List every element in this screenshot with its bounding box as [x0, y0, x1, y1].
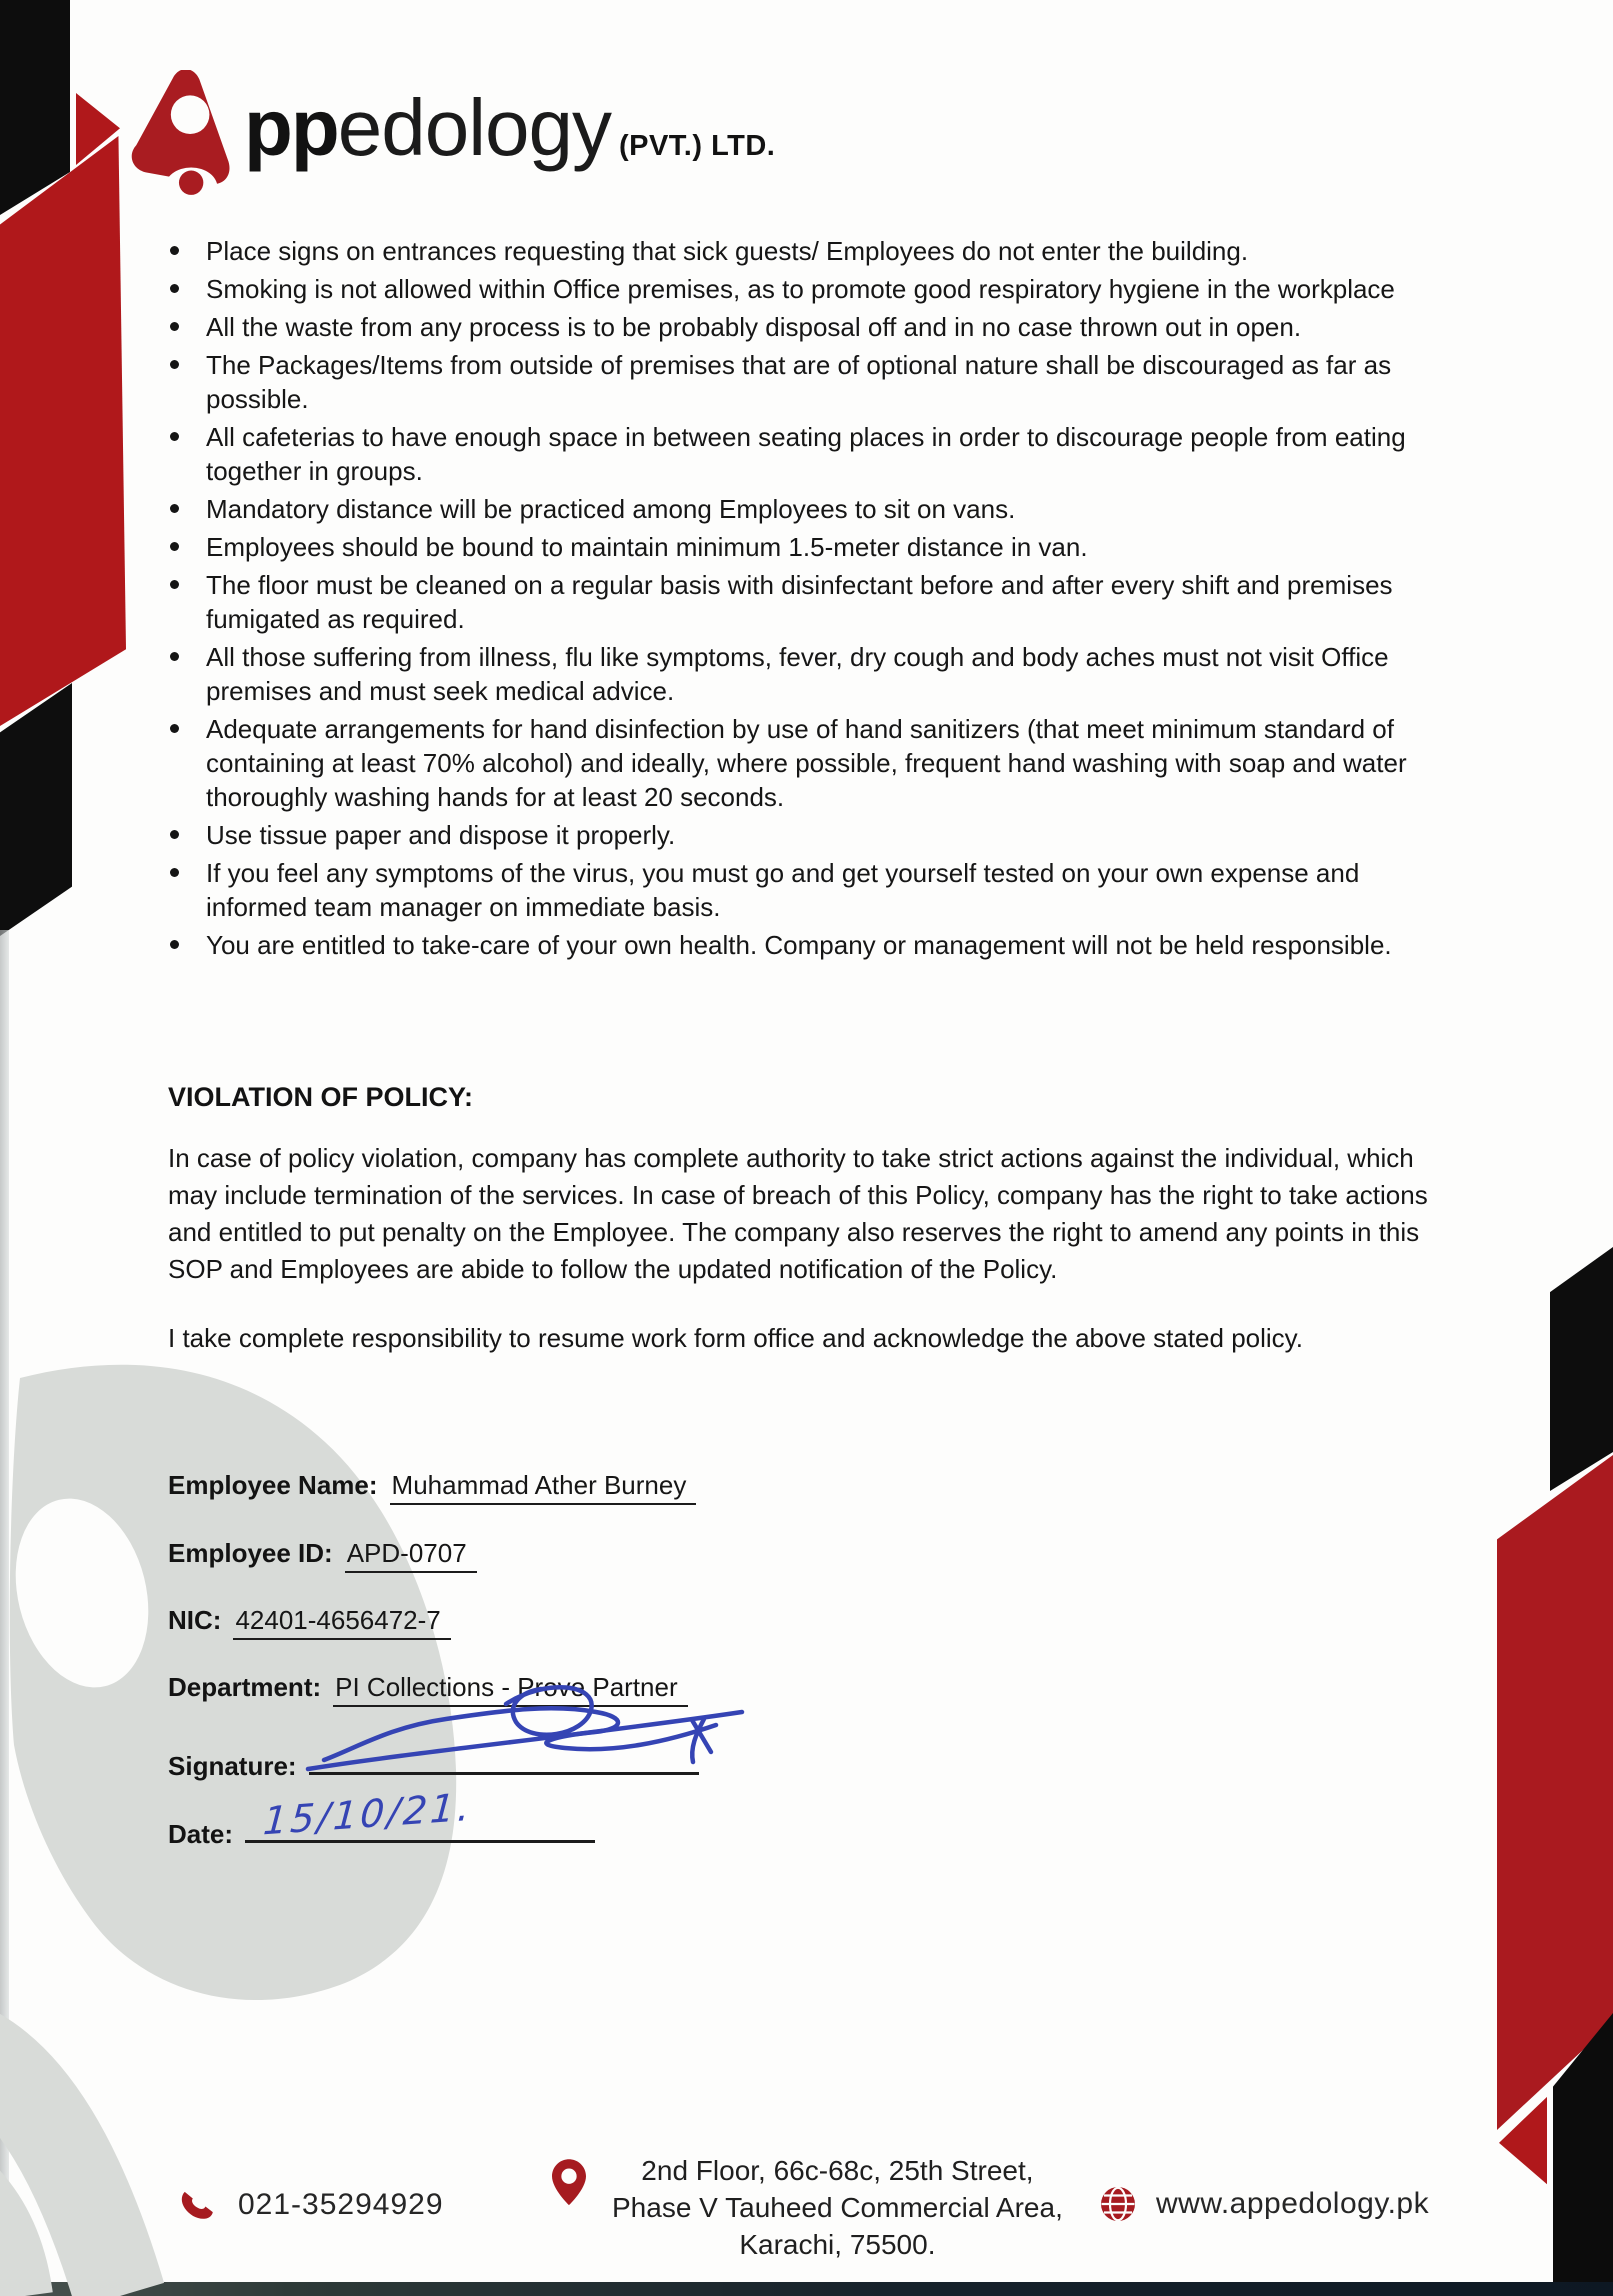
policy-bullet: Place signs on entrances requesting that sick guests/ Employees do not enter the building.: [168, 234, 1460, 268]
violation-heading: VIOLATION OF POLICY:: [168, 1082, 473, 1112]
date-line: [245, 1784, 595, 1844]
signature-ink: [294, 1672, 764, 1782]
employee-id-label: Employee ID:: [168, 1538, 333, 1568]
department-label: Department:: [168, 1672, 322, 1702]
address-line-2: Phase V Tauheed Commercial Area,: [612, 2192, 1063, 2223]
violation-body: In case of policy violation, company has complete authority to take strict actions against the individual, which may include termination of the services. In case of breach of this Policy, company has the right to take actions and entitled to put penalty on the Employee. The company also reserves the right to amend any points in this SOP and Employees are abide to follow the updated notification of the Policy.: [168, 1143, 1428, 1284]
policy-bullet-list: [168, 234, 1460, 966]
nic-label: NIC:: [168, 1605, 222, 1635]
policy-bullet: All the waste from any process is to be probably disposal off and in no case thrown out in open.: [168, 310, 1460, 344]
policy-bullet: Use tissue paper and dispose it properly.: [168, 818, 1460, 852]
date-handwritten-value: 15/10/21.: [261, 1784, 475, 1844]
left-red-band: [0, 136, 126, 726]
signature-line: [309, 1740, 699, 1775]
policy-bullet: The Packages/Items from outside of premises that are of optional nature shall be discouraged as far as possible.: [168, 348, 1460, 416]
footer-phone: [178, 2186, 444, 2224]
appedology-logo-mark-icon: [130, 70, 232, 202]
employee-name-value: Muhammad Ather Burney: [390, 1470, 697, 1505]
phone-icon: [178, 2186, 216, 2224]
logo-suffix: (PVT.) LTD.: [618, 130, 776, 162]
right-black-parallelogram: [1550, 1247, 1613, 1491]
globe-icon: [1100, 2186, 1136, 2222]
policy-bullet: If you feel any symptoms of the virus, you must go and get yourself tested on your own expense and informed team manager on immediate basis.: [168, 856, 1460, 924]
logo-text-light: edology: [337, 83, 611, 172]
nic-value: 42401-4656472-7: [233, 1605, 450, 1640]
department-value: PI Collections - Prove Partner: [333, 1672, 687, 1707]
employee-name-label: Employee Name:: [168, 1470, 378, 1500]
policy-bullet: All cafeterias to have enough space in between seating places in order to discourage people from eating together in groups.: [168, 420, 1460, 488]
policy-bullet: Employees should be bound to maintain minimum 1.5-meter distance in van.: [168, 530, 1460, 564]
employee-id-value: APD-0707: [345, 1538, 477, 1573]
policy-bullet: Smoking is not allowed within Office premises, as to promote good respiratory hygiene in the workplace: [168, 272, 1460, 306]
policy-bullet: All those suffering from illness, flu like symptoms, fever, dry cough and body aches must not visit Office premises and must seek medical advice.: [168, 640, 1460, 708]
employee-name-row: [168, 1470, 696, 1505]
nic-row: [168, 1605, 451, 1640]
address-line-3: Karachi, 75500.: [739, 2229, 936, 2260]
footer-address: [552, 2152, 1063, 2263]
logo: [130, 70, 775, 202]
logo-text-bold: pp: [244, 83, 338, 172]
logo-wordmark: [244, 83, 776, 172]
policy-bullet: The floor must be cleaned on a regular basis with disinfectant before and after every shift and premises fumigated as required.: [168, 568, 1460, 636]
footer-website: [1100, 2186, 1429, 2222]
location-pin-icon: [552, 2158, 586, 2208]
address-line-1: 2nd Floor, 66c-68c, 25th Street,: [641, 2155, 1034, 2186]
footer-address-lines: [612, 2152, 1063, 2263]
employee-id-row: [168, 1538, 477, 1573]
date-label: Date:: [168, 1819, 234, 1849]
policy-bullet: You are entitled to take-care of your own health. Company or management will not be held responsible.: [168, 928, 1460, 962]
footer-phone-number: 021-35294929: [238, 2188, 444, 2221]
acknowledgement-text: I take complete responsibility to resume work form office and acknowledge the above stated policy.: [168, 1323, 1303, 1353]
right-red-band: [1497, 1455, 1613, 2130]
policy-bullet: Mandatory distance will be practiced among Employees to sit on vans.: [168, 492, 1460, 526]
signature-row: [168, 1740, 699, 1782]
policy-bullet: Adequate arrangements for hand disinfection by use of hand sanitizers (that meet minimum standard of containing at least 70% alcohol) and ideally, where possible, frequent hand washing with soap and water thoroughly washing hands for at least 20 seconds.: [168, 712, 1460, 814]
signature-label: Signature:: [168, 1751, 297, 1781]
footer-website-url: www.appedology.pk: [1156, 2187, 1430, 2220]
left-black-parallelogram: [0, 683, 72, 936]
date-row: [168, 1784, 595, 1850]
